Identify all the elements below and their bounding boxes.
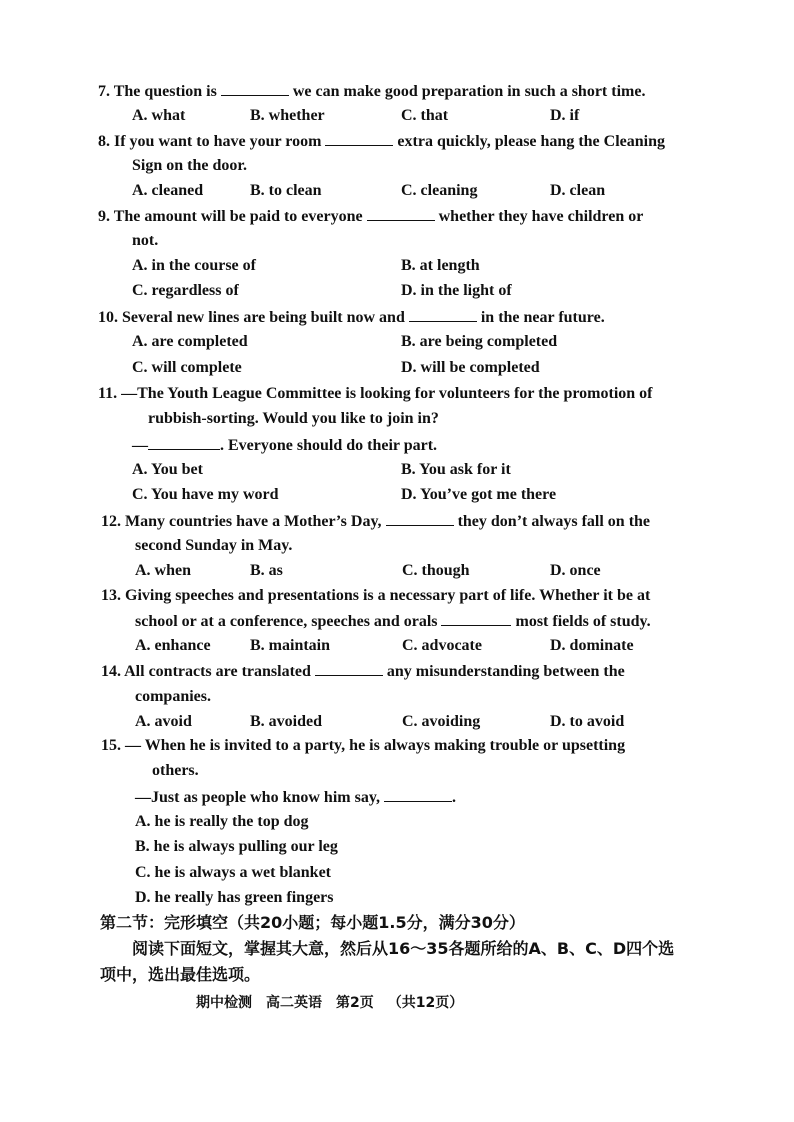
option-c[interactable]: C. he is always a wet blanket: [135, 864, 332, 881]
option-c[interactable]: C. avoiding: [402, 713, 481, 730]
footer-page-total: （共12页）: [387, 995, 464, 1011]
question-15-reply: [135, 784, 456, 810]
page-footer: [196, 992, 477, 1012]
question-8: [98, 128, 665, 154]
option-d[interactable]: D. once: [550, 562, 601, 579]
option-c[interactable]: C. though: [402, 562, 470, 579]
option-b[interactable]: B. avoided: [250, 713, 323, 730]
option-a[interactable]: A. he is really the top dog: [135, 813, 309, 830]
answer-blank[interactable]: [325, 128, 393, 146]
answer-blank[interactable]: [315, 658, 383, 676]
option-b[interactable]: B. whether: [250, 107, 325, 124]
question-14-continuation: companies.: [135, 688, 211, 705]
option-c[interactable]: C. advocate: [402, 637, 482, 654]
question-15-continuation: others.: [152, 762, 199, 779]
section-instruction: 阅读下面短文，掌握其大意，然后从16～35各题所给的A、B、C、D四个选: [132, 939, 675, 958]
option-a[interactable]: A. avoid: [135, 713, 192, 730]
option-d[interactable]: D. in the light of: [401, 282, 512, 299]
question-13-stem-end: most fields of study.: [511, 613, 651, 630]
answer-blank[interactable]: [441, 608, 511, 626]
option-a[interactable]: A. when: [135, 562, 192, 579]
option-c[interactable]: C. will complete: [132, 359, 242, 376]
question-12-stem: 12. Many countries have a Mother’s Day,: [101, 513, 386, 530]
option-b[interactable]: B. maintain: [250, 637, 331, 654]
option-d[interactable]: D. will be completed: [401, 359, 540, 376]
option-b[interactable]: B. You ask for it: [401, 461, 511, 478]
question-8-continuation: Sign on the door.: [132, 157, 247, 174]
question-7-stem-end: we can make good preparation in such a short time.: [288, 83, 646, 100]
question-13: 13. Giving speeches and presentations is a necessary part of life. Whether it be at: [101, 587, 651, 604]
option-d[interactable]: D. clean: [550, 182, 606, 199]
question-10-stem: 10. Several new lines are being built now and: [98, 309, 409, 326]
question-12: [101, 508, 650, 534]
question-9: [98, 203, 643, 229]
option-a[interactable]: A. cleaned: [132, 182, 204, 199]
option-b[interactable]: B. as: [250, 562, 283, 579]
question-11-continuation: rubbish-sorting. Would you like to join in?: [148, 410, 439, 427]
footer-exam-name: 期中检测: [196, 995, 252, 1011]
section-title: 第二节：完形填空（共20小题；每小题1.5分，满分30分）: [100, 913, 525, 932]
question-14: [101, 658, 625, 684]
question-11: 11. —The Youth League Committee is looking for volunteers for the promotion of: [98, 385, 653, 402]
footer-class: 高二英语: [266, 995, 322, 1011]
answer-blank[interactable]: [409, 304, 477, 322]
dialogue-dash: —: [132, 437, 148, 454]
footer-page-number: 第2页: [336, 995, 374, 1011]
option-d[interactable]: D. You’ve got me there: [401, 486, 557, 503]
question-15: 15. — When he is invited to a party, he is always making trouble or upsetting: [101, 737, 626, 754]
option-d[interactable]: D. to avoid: [550, 713, 625, 730]
option-a[interactable]: A. You bet: [132, 461, 203, 478]
question-10: [98, 304, 605, 330]
option-b[interactable]: B. at length: [401, 257, 480, 274]
option-a[interactable]: A. enhance: [135, 637, 211, 654]
question-9-continuation: not.: [132, 232, 159, 249]
question-9-stem: 9. The amount will be paid to everyone: [98, 208, 367, 225]
section-instruction-continuation: 项中，选出最佳选项。: [100, 965, 261, 984]
question-7-stem: 7. The question is: [98, 83, 221, 100]
question-15-reply-stem: —Just as people who know him say,: [135, 789, 384, 806]
question-13-continuation: [135, 608, 651, 634]
option-a[interactable]: A. are completed: [132, 333, 248, 350]
question-7: [98, 78, 645, 104]
question-9-stem-end: whether they have children or: [434, 208, 644, 225]
question-15-reply-end: .: [451, 789, 456, 806]
question-14-stem: 14. All contracts are translated: [101, 663, 315, 680]
question-8-stem: 8. If you want to have your room: [98, 133, 326, 150]
answer-blank[interactable]: [367, 203, 435, 221]
answer-blank[interactable]: [148, 432, 220, 450]
option-d[interactable]: D. he really has green fingers: [135, 889, 334, 906]
option-c[interactable]: C. that: [401, 107, 449, 124]
option-c[interactable]: C. cleaning: [401, 182, 478, 199]
option-d[interactable]: D. if: [550, 107, 580, 124]
option-c[interactable]: C. regardless of: [132, 282, 239, 299]
question-11-reply-end: . Everyone should do their part.: [220, 437, 438, 454]
question-13-stem: school or at a conference, speeches and orals: [135, 613, 442, 630]
option-a[interactable]: A. what: [132, 107, 186, 124]
option-b[interactable]: B. are being completed: [401, 333, 558, 350]
question-11-reply: [132, 432, 437, 458]
option-b[interactable]: B. to clean: [250, 182, 322, 199]
question-12-stem-end: they don’t always fall on the: [453, 513, 651, 530]
question-14-stem-end: any misunderstanding between the: [382, 663, 625, 680]
option-d[interactable]: D. dominate: [550, 637, 634, 654]
question-10-stem-end: in the near future.: [476, 309, 605, 326]
option-b[interactable]: B. he is always pulling our leg: [135, 838, 338, 855]
answer-blank[interactable]: [221, 78, 289, 96]
answer-blank[interactable]: [386, 508, 454, 526]
question-12-continuation: second Sunday in May.: [135, 537, 293, 554]
option-c[interactable]: C. You have my word: [132, 486, 279, 503]
option-a[interactable]: A. in the course of: [132, 257, 256, 274]
answer-blank[interactable]: [384, 784, 452, 802]
question-8-stem-end: extra quickly, please hang the Cleaning: [393, 133, 665, 150]
